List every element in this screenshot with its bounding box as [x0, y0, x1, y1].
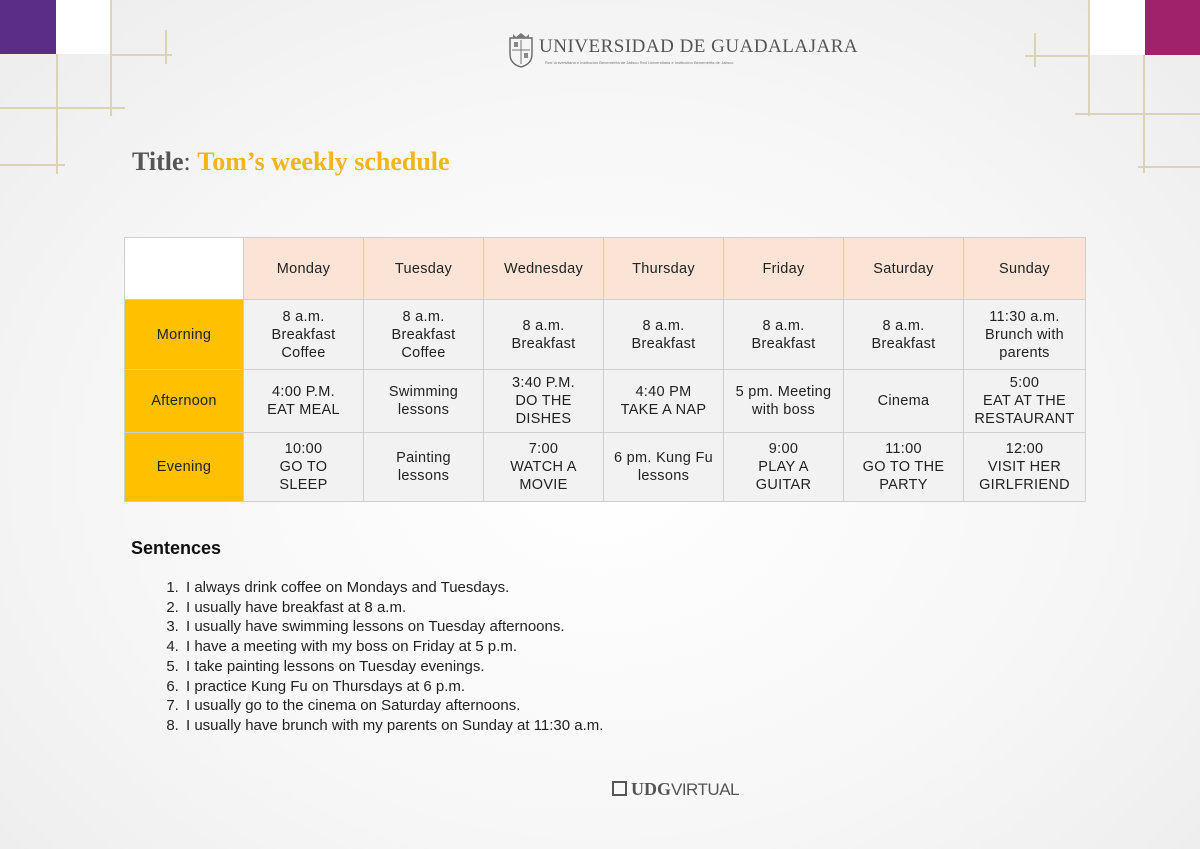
- decorative-line: [110, 54, 172, 56]
- page-title: [132, 147, 450, 177]
- university-seal-icon: [507, 32, 535, 68]
- decorative-line: [1138, 166, 1200, 168]
- schedule-cell: 8 a.m. Breakfast Coffee: [244, 300, 364, 370]
- logo-light-text: VIRTUAL: [671, 780, 739, 799]
- day-header-sunday: Sunday: [964, 238, 1086, 300]
- schedule-cell: 9:00 PLAY A GUITAR: [724, 433, 844, 502]
- decorative-line: [56, 54, 58, 174]
- purple-corner-square: [0, 0, 56, 54]
- day-header-thursday: Thursday: [604, 238, 724, 300]
- schedule-cell: 5 pm. Meeting with boss: [724, 370, 844, 433]
- schedule-cell: 8 a.m. Breakfast: [604, 300, 724, 370]
- schedule-cell: 6 pm. Kung Fu lessons: [604, 433, 724, 502]
- schedule-cell: 10:00 GO TO SLEEP: [244, 433, 364, 502]
- sentences-heading: Sentences: [131, 538, 222, 558]
- university-logo: [507, 32, 859, 72]
- schedule-cell: Painting lessons: [364, 433, 484, 502]
- decorative-line: [1075, 113, 1200, 115]
- time-slot-evening: Evening: [125, 433, 244, 502]
- sentence-item: 5. I take painting lessons on Tuesday evenings.: [183, 657, 883, 677]
- decorative-line: [1034, 33, 1036, 67]
- decorative-line: [165, 30, 167, 64]
- sentence-item: 3. I usually have swimming lessons on Tuesday afternoons.: [183, 617, 883, 637]
- udg-virtual-logo: [612, 779, 739, 801]
- university-subtitle: Red Universitaria e Institución Benemérita de Jalisco Red Universitaria e Institución Benemérita de Jalisco: [545, 60, 734, 65]
- schedule-cell: 8 a.m. Breakfast: [844, 300, 964, 370]
- day-header-monday: Monday: [244, 238, 364, 300]
- sentence-item: 7. I usually go to the cinema on Saturday afternoons.: [183, 696, 883, 716]
- time-slot-afternoon: Afternoon: [125, 370, 244, 433]
- sentence-item: 2. I usually have breakfast at 8 a.m.: [183, 598, 883, 618]
- day-header-friday: Friday: [724, 238, 844, 300]
- table-row: [125, 433, 1086, 502]
- decorative-line: [110, 0, 112, 116]
- decorative-line: [1088, 0, 1090, 116]
- title-value: Tom’s weekly schedule: [197, 147, 450, 176]
- university-name: UNIVERSIDAD DE GUADALAJARA: [539, 36, 859, 57]
- day-header-saturday: Saturday: [844, 238, 964, 300]
- weekly-schedule-table: [124, 237, 1086, 502]
- sentence-item: 4. I have a meeting with my boss on Friday at 5 p.m.: [183, 637, 883, 657]
- sentence-item: 1. I always drink coffee on Mondays and Tuesdays.: [183, 578, 883, 598]
- logo-bold-text: UDG: [631, 779, 671, 799]
- time-slot-morning: Morning: [125, 300, 244, 370]
- schedule-cell: 12:00 VISIT HER GIRLFRIEND: [964, 433, 1086, 502]
- schedule-cell: 3:40 P.M. DO THE DISHES: [484, 370, 604, 433]
- schedule-cell: 11:00 GO TO THE PARTY: [844, 433, 964, 502]
- schedule-cell: 8 a.m. Breakfast: [484, 300, 604, 370]
- schedule-cell: 8 a.m. Breakfast: [724, 300, 844, 370]
- title-colon: :: [183, 147, 198, 176]
- white-corner-square: [56, 0, 110, 54]
- schedule-cell: 4:40 PM TAKE A NAP: [604, 370, 724, 433]
- sentence-item: 8. I usually have brunch with my parents on Sunday at 11:30 a.m.: [183, 716, 883, 736]
- schedule-cell: 4:00 P.M. EAT MEAL: [244, 370, 364, 433]
- schedule-cell: 8 a.m. Breakfast Coffee: [364, 300, 484, 370]
- schedule-header-row: [125, 238, 1086, 300]
- day-header-wednesday: Wednesday: [484, 238, 604, 300]
- udg-logo-icon: [612, 781, 627, 796]
- decorative-line: [0, 107, 125, 109]
- magenta-corner-square: [1145, 0, 1200, 55]
- schedule-cell: 11:30 a.m. Brunch with parents: [964, 300, 1086, 370]
- day-header-tuesday: Tuesday: [364, 238, 484, 300]
- sentences-list: [148, 578, 883, 736]
- schedule-cell: Cinema: [844, 370, 964, 433]
- table-row: [125, 300, 1086, 370]
- table-corner-cell: [125, 238, 244, 300]
- white-corner-square: [1090, 0, 1145, 55]
- schedule-cell: 7:00 WATCH A MOVIE: [484, 433, 604, 502]
- table-row: [125, 370, 1086, 433]
- title-label: Title: [132, 147, 184, 176]
- decorative-line: [0, 164, 65, 166]
- sentence-item: 6. I practice Kung Fu on Thursdays at 6 p.m.: [183, 677, 883, 697]
- schedule-cell: 5:00 EAT AT THE RESTAURANT: [964, 370, 1086, 433]
- schedule-cell: Swimming lessons: [364, 370, 484, 433]
